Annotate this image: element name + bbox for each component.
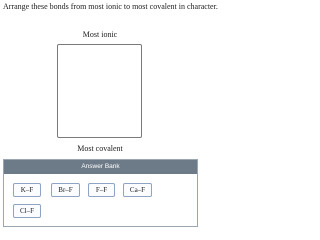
bond-chip-cl-f[interactable]: Cl–F [13,204,41,218]
bond-chip-f-f[interactable]: F–F [88,183,115,197]
most-covalent-label: Most covalent [77,144,123,153]
answer-bank [3,159,198,227]
bond-chip-k-f[interactable]: K–F [13,183,41,197]
bond-chip-br-f[interactable]: Br–F [51,183,80,197]
question-prompt: Arrange these bonds from most ionic to most covalent in character. [3,2,218,11]
bond-chip-ca-f[interactable]: Ca–F [123,183,152,197]
answer-bank-title: Answer Bank [4,160,197,174]
most-ionic-label: Most ionic [82,30,118,39]
ranking-drop-zone[interactable] [57,44,142,138]
answer-bank-items [4,174,197,226]
